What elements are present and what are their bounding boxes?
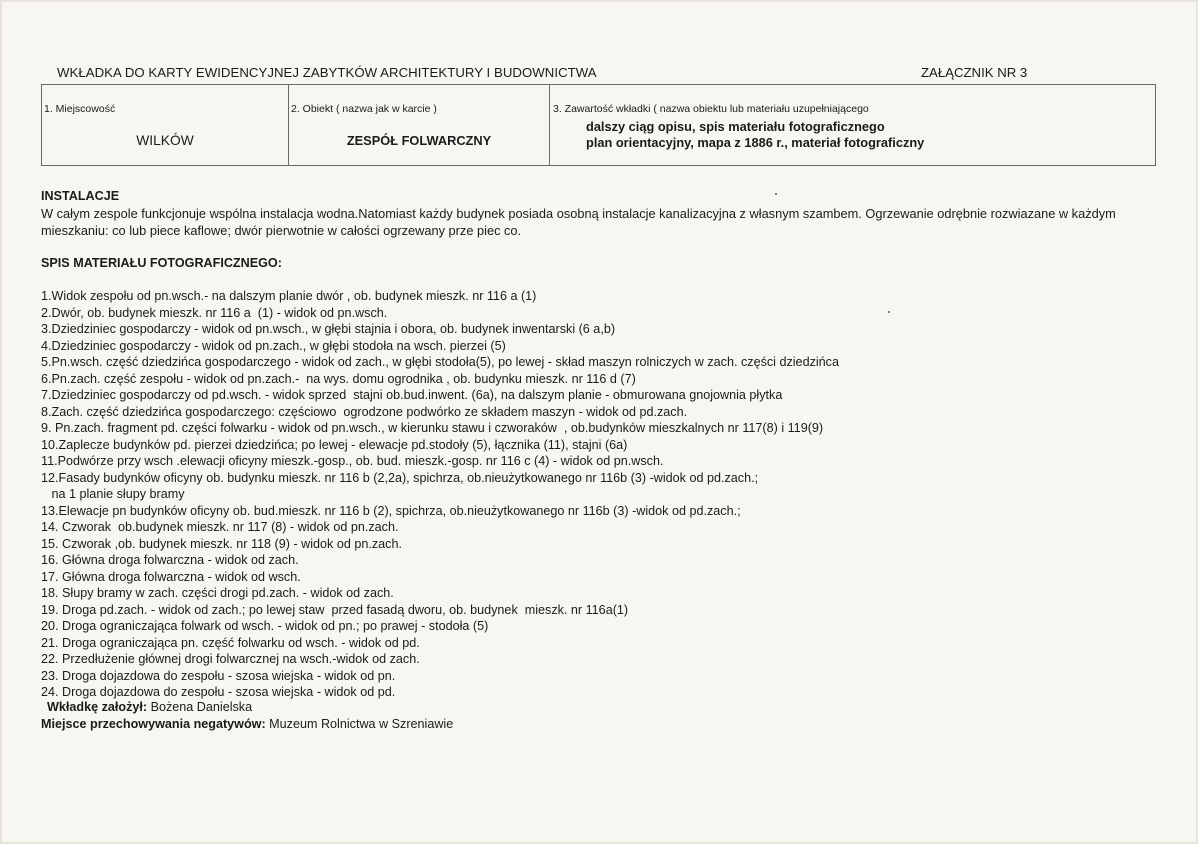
contents-value bbox=[586, 119, 924, 151]
object-label: 2. Obiekt ( nazwa jak w karcie ) bbox=[291, 103, 437, 115]
photo-list-item: 13.Elewacje pn budynków oficyny ob. bud.mieszk. nr 116 b (2), spichrza, ob.nieużytkowanego nr 116b (3) -widok od pd.zach.; bbox=[41, 503, 741, 518]
photo-list bbox=[41, 288, 1166, 701]
photo-list-item: 9. Pn.zach. fragment pd. części folwarku - widok od pn.wsch., w kierunku stawu i czworaków , ob.budynków mieszkalnych nr 117(8) i 119(9) bbox=[41, 421, 824, 435]
photo-list-item: 2.Dwór, ob. budynek mieszk. nr 116 a (1) - widok od pn.wsch. bbox=[41, 305, 388, 320]
photo-list-item: 5.Pn.wsch. część dziedzińca gospodarczego - widok od zach., w głębi stodoła(5), po lewej - skład maszyn rolniczych w zach. części dziedzińca bbox=[41, 355, 839, 369]
storage-value: Muzeum Rolnictwa w Szreniawie bbox=[269, 717, 454, 731]
photo-list-heading: SPIS MATERIAŁU FOTOGRAFICZNEGO: bbox=[41, 256, 282, 270]
document-title: WKŁADKA DO KARTY EWIDENCYJNEJ ZABYTKÓW ARCHITEKTURY I BUDOWNICTWA bbox=[57, 65, 597, 80]
contents-cell bbox=[550, 85, 1155, 165]
form-header-table bbox=[41, 84, 1156, 166]
contents-line-1: dalszy ciąg opisu, spis materiału fotograficznego bbox=[586, 119, 885, 134]
object-value: ZESPÓŁ FOLWARCZNY bbox=[346, 133, 492, 148]
locality-cell bbox=[42, 85, 289, 165]
photo-list-item: 10.Zaplecze budynków pd. pierzei dziedzińca; po lewej - elewacje pd.stodoły (5), łącznika (11), stajni (6a) bbox=[41, 437, 628, 452]
photo-list-item: 12.Fasady budynków oficyny ob. budynku mieszk. nr 116 b (2,2a), spichrza, ob.nieużytkowanego nr 116b (3) -widok od pd.zach.; bbox=[41, 470, 759, 485]
photo-list-item: 18. Słupy bramy w zach. części drogi pd.zach. - widok od zach. bbox=[41, 586, 394, 600]
photo-list-item: 3.Dziedziniec gospodarczy - widok od pn.wsch., w głębi stajnia i obora, ob. budynek inwentarski (6 a,b) bbox=[41, 322, 616, 336]
storage-label: Miejsce przechowywania negatywów: bbox=[41, 717, 266, 731]
object-cell bbox=[289, 85, 550, 165]
photo-list-item: 6.Pn.zach. część zespołu - widok od pn.zach.- na wys. domu ogrodnika , ob. budynku mieszk. nr 116 d (7) bbox=[41, 371, 636, 386]
photo-list-item: 1.Widok zespołu od pn.wsch.- na dalszym planie dwór , ob. budynek mieszk. nr 116 a (1) bbox=[41, 289, 537, 303]
photo-list-item: 14. Czworak ob.budynek mieszk. nr 117 (8) - widok od pn.zach. bbox=[41, 520, 399, 534]
photo-list-item: 15. Czworak ,ob. budynek mieszk. nr 118 (9) - widok od pn.zach. bbox=[41, 536, 402, 551]
photo-list-item: 23. Droga dojazdowa do zespołu - szosa wiejska - widok od pn. bbox=[41, 668, 396, 683]
photo-list-item: 16. Główna droga folwarczna - widok od zach. bbox=[41, 553, 299, 567]
photo-list-item: 7.Dziedziniec gospodarczy od pd.wsch. - widok sprzed stajni ob.bud.inwent. (6a), na dalszym planie - obmurowana gnojownia płytka bbox=[41, 388, 783, 402]
installations-text: W całym zespole funkcjonuje wspólna instalacja wodna.Natomiast każdy budynek posiada osobną instalacje kanalizacyjna z własnym szambem. Ogrzewanie odrębnie rozwiazane w każdym mieszkaniu: co lub piece kaflowe; dwór pierwotnie w całości ogrzewany prze piec co. bbox=[41, 206, 1116, 238]
locality-label: 1. Miejscowość bbox=[44, 103, 116, 115]
paper-speck bbox=[888, 311, 890, 313]
photo-list-item: 4.Dziedziniec gospodarczy - widok od pn.zach., w głębi stodoła na wsch. pierzei (5) bbox=[41, 338, 506, 353]
photo-list-item: 24. Droga dojazdowa do zespołu - szosa wiejska - widok od pd. bbox=[41, 685, 396, 699]
photo-list-item: 20. Droga ograniczająca folwark od wsch. - widok od pn.; po prawej - stodoła (5) bbox=[41, 619, 489, 633]
photo-list-item: na 1 planie słupy bramy bbox=[41, 487, 185, 501]
photo-list-item: 11.Podwórze przy wsch .elewacji oficyny mieszk.-gosp., ob. bud. mieszk.-gosp. nr 116 c (4) - widok od pn.wsch. bbox=[41, 454, 664, 468]
paper-speck bbox=[775, 193, 777, 195]
annex-number: ZAŁĄCZNIK NR 3 bbox=[921, 65, 1028, 80]
locality-value: WILKÓW bbox=[136, 133, 194, 148]
author-value: Bożena Danielska bbox=[150, 700, 253, 714]
installations-heading: INSTALACJE bbox=[41, 189, 120, 203]
photo-list-item: 21. Droga ograniczająca pn. część folwarku od wsch. - widok od pd. bbox=[41, 635, 420, 650]
author-line bbox=[47, 700, 252, 714]
photo-list-item: 22. Przedłużenie głównej drogi folwarcznej na wsch.-widok od zach. bbox=[41, 652, 420, 666]
photo-list-item: 17. Główna droga folwarczna - widok od wsch. bbox=[41, 569, 301, 584]
storage-line bbox=[41, 717, 453, 731]
photo-list-item: 8.Zach. część dziedzińca gospodarczego: częściowo ogrodzone podwórko ze składem maszyn - widok od pd.zach. bbox=[41, 404, 688, 419]
contents-line-2: plan orientacyjny, mapa z 1886 r., materiał fotograficzny bbox=[586, 135, 925, 150]
contents-label: 3. Zawartość wkładki ( nazwa obiektu lub materiału uzupełniającego bbox=[553, 103, 869, 115]
photo-list-item: 19. Droga pd.zach. - widok od zach.; po lewej staw przed fasadą dworu, ob. budynek mieszk. nr 116a(1) bbox=[41, 602, 629, 617]
author-label: Wkładkę założył: bbox=[47, 700, 148, 714]
